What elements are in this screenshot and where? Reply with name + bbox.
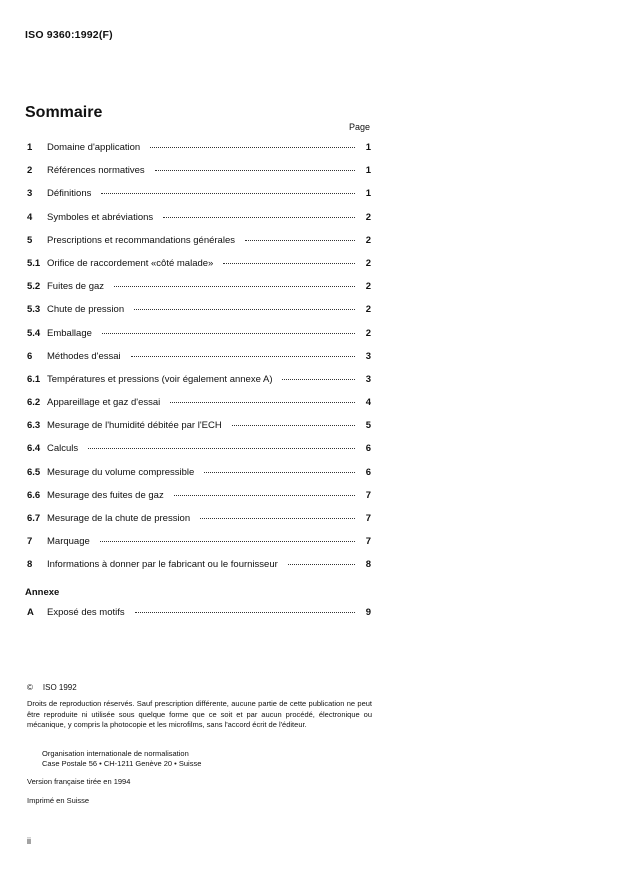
- toc-entry-number: 5.2: [27, 281, 41, 293]
- toc-entry: [27, 397, 371, 420]
- toc-dot-leader: [88, 448, 355, 449]
- toc-entry-page: 6: [365, 466, 371, 478]
- toc-entry-page: 8: [365, 559, 371, 571]
- toc-entry: [27, 559, 371, 582]
- organisation-address: Case Postale 56 • CH-1211 Genève 20 • Suisse: [42, 759, 202, 768]
- toc-dot-leader: [100, 541, 355, 542]
- toc-dot-leader: [163, 217, 355, 218]
- toc-entry-page: 1: [365, 142, 371, 153]
- toc-entry-label: Fuites de gaz: [47, 281, 105, 293]
- toc-dot-leader: [150, 147, 355, 148]
- toc-entry-number: 6.1: [27, 373, 41, 385]
- toc-entry-page: 2: [365, 211, 371, 223]
- toc-entry-label: Mesurage de l'humidité débitée par l'ECH: [47, 420, 222, 432]
- toc-entry-number: 6.4: [27, 443, 41, 455]
- toc-entry-page: 2: [365, 327, 371, 339]
- toc-entry-label: Mesurage des fuites de gaz: [47, 489, 164, 501]
- toc-dot-leader: [134, 309, 355, 310]
- toc-entry-page: 5: [365, 420, 371, 432]
- table-of-contents: [27, 142, 371, 583]
- toc-entry-number: 5.4: [27, 327, 41, 339]
- toc-entry-number: 6.6: [27, 489, 41, 501]
- toc-entry-label: Mesurage du volume compressible: [47, 466, 195, 478]
- toc-entry-number: A: [27, 607, 34, 618]
- toc-entry-number: 6.3: [27, 420, 41, 432]
- page-number: ii: [27, 836, 31, 846]
- toc-entry-number: 8: [27, 559, 33, 571]
- copyright-text: ISO 1992: [42, 683, 77, 692]
- toc-entry-number: 3: [27, 188, 33, 200]
- rights-notice: Droits de reproduction réservés. Sauf prescription différente, aucune partie de cette publication ne peut être reproduite ni utilisée sous quelque forme que ce soit et par aucun procédé, électronique ou mécanique, y compris la photocopie et les microfilms, sans l'accord écrit de l'éditeur.: [27, 699, 372, 730]
- toc-entry-page: 7: [365, 489, 371, 501]
- toc-entry: [27, 536, 371, 559]
- toc-entry-label: Emballage: [47, 327, 92, 339]
- toc-dot-leader: [174, 495, 355, 496]
- toc-entry-page: 7: [365, 536, 371, 548]
- toc-entry-page: 2: [365, 281, 371, 293]
- toc-entry: [27, 188, 371, 211]
- annexe-heading: Annexe: [25, 587, 60, 598]
- document-id: ISO 9360:1992(F): [25, 29, 113, 41]
- toc-entry: [27, 304, 371, 327]
- toc-entry-number: 5: [27, 234, 33, 246]
- toc-dot-leader: [282, 379, 355, 380]
- page-column-label: Page: [349, 122, 371, 132]
- toc-entry: [27, 607, 371, 630]
- toc-entry: [27, 374, 371, 397]
- toc-entry-label: Méthodes d'essai: [47, 350, 121, 362]
- toc-entry-label: Orifice de raccordement «côté malade»: [47, 257, 214, 269]
- toc-entry-page: 2: [365, 234, 371, 246]
- toc-entry-label: Prescriptions et recommandations générales: [47, 234, 235, 246]
- toc-entry-label: Appareillage et gaz d'essai: [47, 397, 161, 409]
- page-title: Sommaire: [25, 104, 103, 121]
- toc-entry-page: 4: [365, 397, 371, 409]
- toc-entry: [27, 235, 371, 258]
- toc-dot-leader: [223, 263, 355, 264]
- organisation-name: Organisation internationale de normalisation: [42, 749, 189, 758]
- toc-entry-label: Domaine d'application: [47, 142, 141, 153]
- toc-entry: [27, 281, 371, 304]
- toc-entry-page: 1: [365, 188, 371, 200]
- toc-entry-label: Chute de pression: [47, 304, 125, 316]
- copyright-line: [27, 683, 77, 692]
- toc-dot-leader: [245, 240, 355, 241]
- toc-entry-number: 5.3: [27, 304, 41, 316]
- toc-dot-leader: [131, 356, 355, 357]
- toc-entry-number: 1: [27, 142, 33, 153]
- toc-entry-label: Définitions: [47, 188, 92, 200]
- toc-entry: [27, 328, 371, 351]
- toc-entry-page: 2: [365, 304, 371, 316]
- version-note: Version française tirée en 1994: [27, 777, 131, 786]
- toc-entry-page: 3: [365, 373, 371, 385]
- toc-dot-leader: [232, 425, 355, 426]
- toc-entry-label: Températures et pressions (voir également annexe A): [47, 373, 273, 385]
- toc-entry: [27, 467, 371, 490]
- toc-entry: [27, 258, 371, 281]
- toc-dot-leader: [170, 402, 355, 403]
- toc-entry-number: 6.7: [27, 513, 41, 524]
- toc-entry-number: 7: [27, 536, 33, 548]
- toc-entry: [27, 420, 371, 443]
- toc-dot-leader: [114, 286, 355, 287]
- toc-entry-number: 6: [27, 350, 33, 362]
- toc-entry-number: 6.5: [27, 466, 41, 478]
- toc-entry: [27, 142, 371, 165]
- toc-entry: [27, 351, 371, 374]
- toc-dot-leader: [288, 564, 355, 565]
- toc-entry: [27, 513, 371, 536]
- toc-dot-leader: [101, 193, 355, 194]
- printed-note: Imprimé en Suisse: [27, 796, 90, 805]
- toc-entry-page: 3: [365, 350, 371, 362]
- toc-entry-page: 6: [365, 443, 371, 455]
- toc-entry-label: Informations à donner par le fabricant ou le fournisseur: [47, 559, 278, 571]
- toc-entry-page: 2: [365, 257, 371, 269]
- toc-entry: [27, 443, 371, 466]
- toc-dot-leader: [135, 612, 355, 613]
- toc-entry-label: Références normatives: [47, 165, 145, 177]
- toc-entry-page: 9: [365, 607, 371, 618]
- toc-dot-leader: [102, 333, 355, 334]
- toc-entry-number: 5.1: [27, 257, 41, 269]
- toc-entry-page: 1: [365, 165, 371, 177]
- toc-entry-number: 2: [27, 165, 33, 177]
- toc-entry-label: Calculs: [47, 443, 79, 455]
- toc-entry: [27, 212, 371, 235]
- toc-dot-leader: [204, 472, 355, 473]
- organisation-block: [42, 749, 201, 769]
- annexe-contents: [27, 607, 371, 630]
- toc-entry-number: 4: [27, 211, 33, 223]
- toc-entry: [27, 490, 371, 513]
- toc-entry-label: Mesurage de la chute de pression: [47, 513, 191, 524]
- toc-dot-leader: [155, 170, 355, 171]
- toc-entry-number: 6.2: [27, 397, 41, 409]
- toc-entry-label: Marquage: [47, 536, 90, 548]
- toc-entry-label: Symboles et abréviations: [47, 211, 154, 223]
- toc-entry-label: Exposé des motifs: [47, 607, 125, 618]
- toc-entry: [27, 165, 371, 188]
- toc-dot-leader: [200, 518, 355, 519]
- toc-entry-page: 7: [365, 513, 371, 524]
- copyright-icon: ©: [27, 683, 33, 692]
